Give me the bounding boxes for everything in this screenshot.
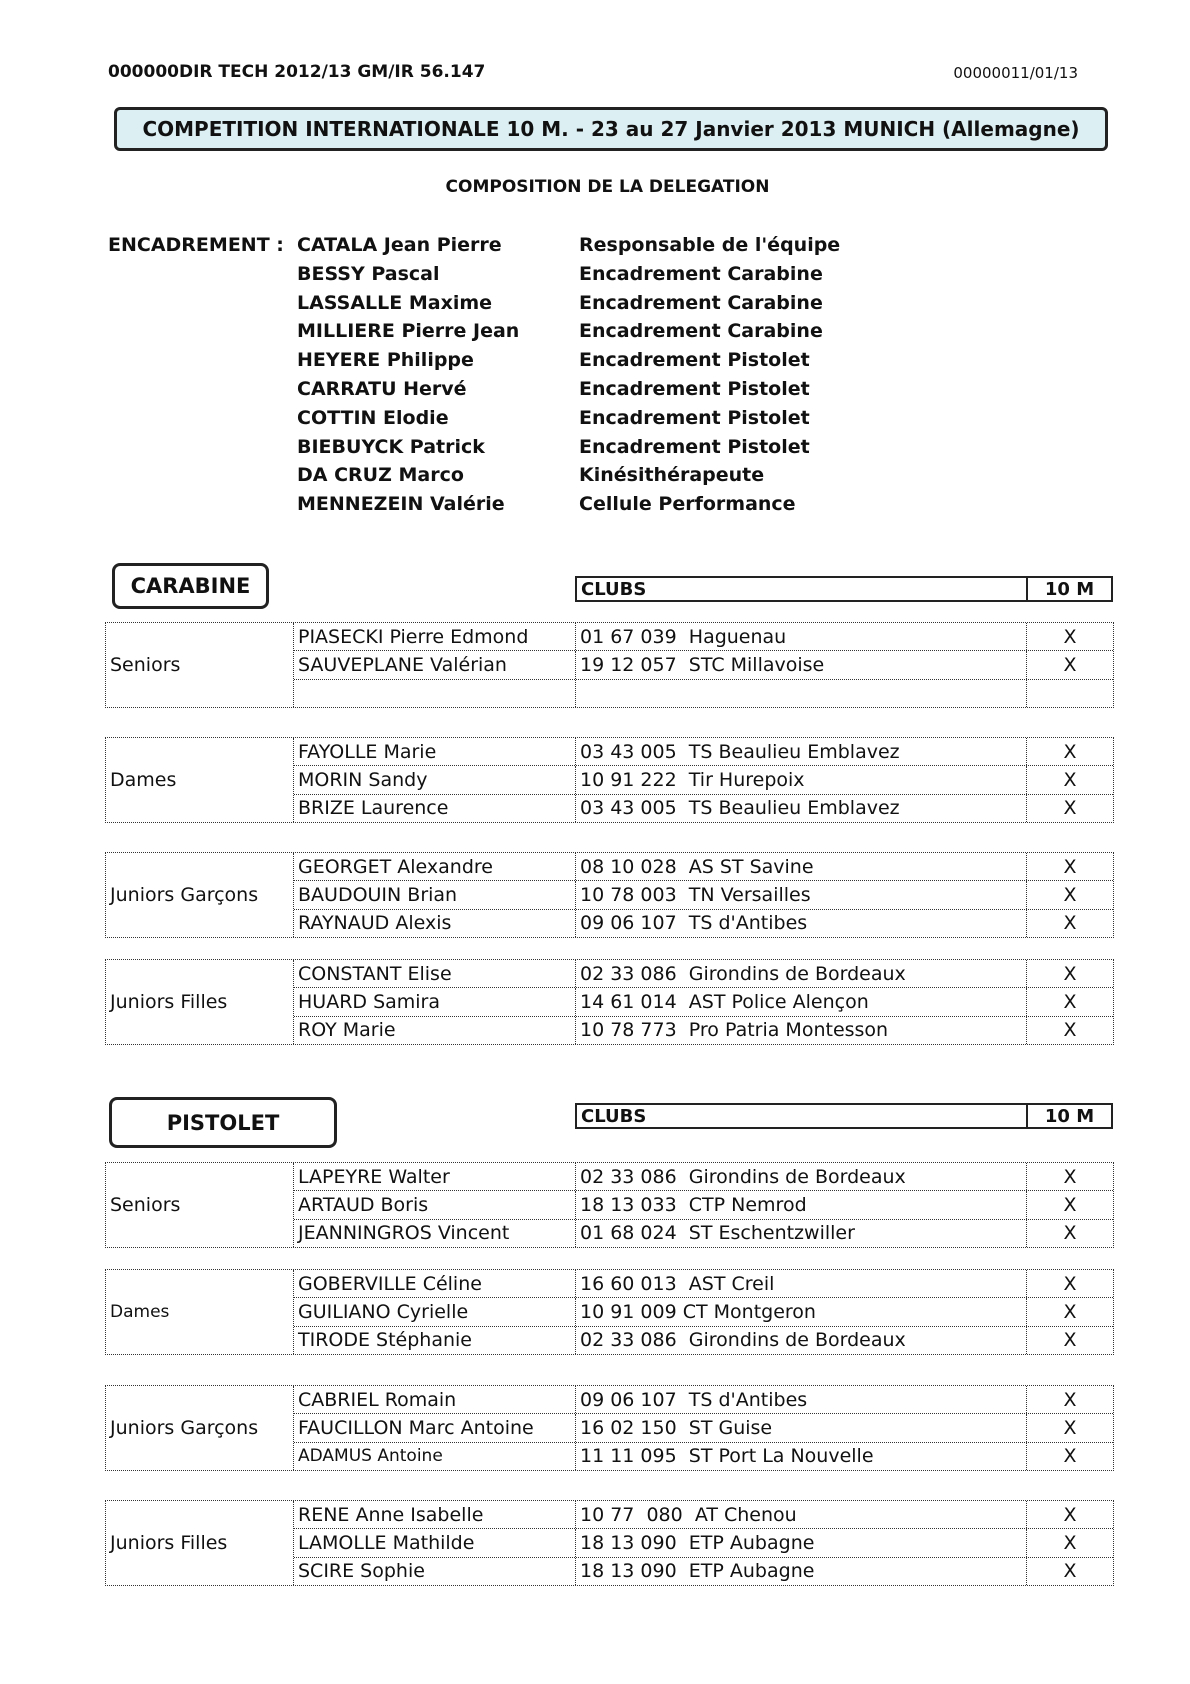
event-mark: X [1063, 962, 1077, 985]
athlete-name: BAUDOUIN Brian [294, 881, 576, 908]
staff-role: Encadrement Pistolet [579, 377, 810, 400]
table-row [294, 1220, 1113, 1247]
table-row [294, 623, 1113, 651]
carabine-group-dames [105, 737, 1114, 823]
competition-title-text: COMPETITION INTERNATIONALE 10 M. - 23 au 27 Janvier 2013 MUNICH (Allemagne) [142, 117, 1080, 141]
encadrement-row [297, 263, 840, 292]
table-row [294, 1163, 1113, 1191]
athlete-club: 02 33 086 Girondins de Bordeaux [576, 960, 1027, 987]
athlete-club: 02 33 086 Girondins de Bordeaux [576, 1327, 1027, 1354]
athlete-club: 10 78 773 Pro Patria Montesson [576, 1017, 1027, 1044]
document-reference: 000000DIR TECH 2012/13 GM/IR 56.147 [108, 62, 486, 82]
event-mark: X [1063, 1503, 1077, 1526]
category-label: Juniors Filles [106, 960, 294, 1044]
table-row [294, 1386, 1113, 1414]
category-label: Juniors Garçons [106, 1386, 294, 1470]
table-row [294, 651, 1113, 679]
table-row [294, 1414, 1113, 1442]
staff-name: DA CRUZ Marco [297, 464, 464, 487]
encadrement-list [297, 234, 840, 522]
athlete-club: 03 43 005 TS Beaulieu Emblavez [576, 795, 1027, 822]
staff-name: LASSALLE Maxime [297, 291, 493, 314]
category-label: Dames [106, 1270, 294, 1354]
encadrement-row [297, 320, 840, 349]
athlete-name: GUILIANO Cyrielle [294, 1298, 576, 1325]
staff-role: Encadrement Carabine [579, 291, 823, 314]
table-row [294, 738, 1113, 766]
event-mark: X [1063, 855, 1077, 878]
athlete-name: TIRODE Stéphanie [294, 1327, 576, 1354]
event-mark: X [1063, 768, 1077, 791]
category-label: Seniors [106, 1163, 294, 1247]
event-mark: X [1063, 1300, 1077, 1323]
table-row [294, 766, 1113, 794]
event-mark: X [1063, 1272, 1077, 1295]
clubs-column-header: CLUBS [577, 578, 1028, 600]
athlete-name: GOBERVILLE Céline [294, 1270, 576, 1297]
event-mark: X [1063, 740, 1077, 763]
table-row [294, 881, 1113, 909]
athlete-name: FAUCILLON Marc Antoine [294, 1414, 576, 1441]
carabine-section-label: CARABINE [112, 563, 269, 609]
event-mark: X [1063, 625, 1077, 648]
staff-role: Encadrement Pistolet [579, 435, 810, 458]
athlete-name: LAMOLLE Mathilde [294, 1529, 576, 1556]
category-label: Juniors Garçons [106, 853, 294, 937]
table-row [294, 988, 1113, 1016]
carabine-column-header [575, 576, 1113, 602]
athlete-name: BRIZE Laurence [294, 795, 576, 822]
athlete-club: 01 67 039 Haguenau [576, 623, 1027, 650]
staff-role: Kinésithérapeute [579, 464, 765, 487]
encadrement-row [297, 349, 840, 378]
staff-name: HEYERE Philippe [297, 349, 474, 372]
carabine-group-seniors [105, 622, 1114, 708]
event-mark: X [1063, 1388, 1077, 1411]
athlete-club: 03 43 005 TS Beaulieu Emblavez [576, 738, 1027, 765]
staff-name: CATALA Jean Pierre [297, 234, 502, 256]
encadrement-row [297, 493, 840, 522]
athlete-club: 10 91 009 CT Montgeron [576, 1298, 1027, 1325]
event-mark: X [1063, 797, 1077, 820]
table-row [294, 1501, 1113, 1529]
pistolet-group-juniors-filles [105, 1500, 1114, 1586]
event-mark: X [1063, 883, 1077, 906]
table-row [294, 680, 1113, 707]
athlete-name: JEANNINGROS Vincent [294, 1220, 576, 1247]
athlete-name: SAUVEPLANE Valérian [294, 651, 576, 678]
athlete-name: CABRIEL Romain [294, 1386, 576, 1413]
athlete-name: SCIRE Sophie [294, 1558, 576, 1585]
event-mark: X [1063, 912, 1077, 935]
staff-name: COTTIN Elodie [297, 406, 449, 429]
athlete-name: LAPEYRE Walter [294, 1163, 576, 1190]
athlete-club: 10 78 003 TN Versailles [576, 881, 1027, 908]
athlete-name: MORIN Sandy [294, 766, 576, 793]
table-row [294, 1327, 1113, 1354]
event-mark [1027, 680, 1113, 707]
event-mark: X [1063, 1222, 1077, 1245]
event-mark: X [1063, 1560, 1077, 1583]
athlete-club: 16 60 013 AST Creil [576, 1270, 1027, 1297]
staff-role: Encadrement Carabine [579, 262, 823, 285]
athlete-club: 09 06 107 TS d'Antibes [576, 1386, 1027, 1413]
athlete-club: 18 13 090 ETP Aubagne [576, 1558, 1027, 1585]
pistolet-section-label: PISTOLET [109, 1097, 337, 1148]
table-row [294, 960, 1113, 988]
encadrement-label: ENCADREMENT : [108, 234, 284, 256]
pistolet-group-juniors-garcons [105, 1385, 1114, 1471]
staff-role: Cellule Performance [579, 493, 796, 516]
table-row [294, 1298, 1113, 1326]
athlete-club: 08 10 028 AS ST Savine [576, 853, 1027, 880]
athlete-name: GEORGET Alexandre [294, 853, 576, 880]
encadrement-row [297, 407, 840, 436]
event-mark: X [1063, 1445, 1077, 1468]
table-row [294, 1270, 1113, 1298]
athlete-name: RENE Anne Isabelle [294, 1501, 576, 1528]
document-date: 00000011/01/13 [953, 64, 1078, 82]
event-column-header: 10 M [1044, 1106, 1095, 1127]
athlete-name: ROY Marie [294, 1017, 576, 1044]
table-row [294, 910, 1113, 937]
athlete-club: 18 13 033 CTP Nemrod [576, 1191, 1027, 1218]
encadrement-row [297, 234, 840, 263]
event-column-header: 10 M [1044, 579, 1095, 600]
athlete-name: RAYNAUD Alexis [294, 910, 576, 937]
table-row [294, 1191, 1113, 1219]
encadrement-row [297, 292, 840, 321]
competition-title [114, 107, 1108, 151]
category-label: Seniors [106, 623, 294, 707]
event-mark: X [1063, 1329, 1077, 1352]
athlete-name [294, 680, 576, 707]
staff-role: Encadrement Pistolet [579, 349, 810, 372]
athlete-name: ADAMUS Antoine [294, 1443, 576, 1470]
staff-name: CARRATU Hervé [297, 377, 467, 400]
event-mark: X [1063, 1416, 1077, 1439]
table-row [294, 1017, 1113, 1044]
athlete-club: 14 61 014 AST Police Alençon [576, 988, 1027, 1015]
clubs-column-header: CLUBS [577, 1105, 1028, 1127]
event-mark: X [1063, 1531, 1077, 1554]
athlete-name: PIASECKI Pierre Edmond [294, 623, 576, 650]
athlete-club [576, 680, 1027, 707]
table-row [294, 853, 1113, 881]
table-row [294, 1529, 1113, 1557]
table-row [294, 1443, 1113, 1470]
category-label: Dames [106, 738, 294, 822]
staff-name: BIEBUYCK Patrick [297, 435, 485, 458]
pistolet-column-header [575, 1103, 1113, 1129]
pistolet-group-dames [105, 1269, 1114, 1355]
staff-name: MILLIERE Pierre Jean [297, 320, 520, 343]
staff-name: BESSY Pascal [297, 262, 440, 285]
athlete-club: 01 68 024 ST Eschentzwiller [576, 1220, 1027, 1247]
category-label: Juniors Filles [106, 1501, 294, 1585]
staff-role: Responsable de l'équipe [579, 234, 841, 256]
table-row [294, 1558, 1113, 1585]
athlete-name: FAYOLLE Marie [294, 738, 576, 765]
staff-role: Encadrement Carabine [579, 320, 823, 343]
staff-role: Encadrement Pistolet [579, 406, 810, 429]
event-mark: X [1063, 990, 1077, 1013]
event-mark: X [1063, 653, 1077, 676]
athlete-name: HUARD Samira [294, 988, 576, 1015]
event-mark: X [1063, 1193, 1077, 1216]
pistolet-group-seniors [105, 1162, 1114, 1248]
athlete-club: 02 33 086 Girondins de Bordeaux [576, 1163, 1027, 1190]
event-mark: X [1063, 1019, 1077, 1042]
athlete-club: 10 91 222 Tir Hurepoix [576, 766, 1027, 793]
athlete-club: 16 02 150 ST Guise [576, 1414, 1027, 1441]
athlete-club: 19 12 057 STC Millavoise [576, 651, 1027, 678]
athlete-club: 09 06 107 TS d'Antibes [576, 910, 1027, 937]
encadrement-row [297, 436, 840, 465]
encadrement-row [297, 378, 840, 407]
delegation-subtitle: COMPOSITION DE LA DELEGATION [445, 177, 770, 197]
staff-name: MENNEZEIN Valérie [297, 493, 505, 516]
athlete-club: 10 77 080 AT Chenou [576, 1501, 1027, 1528]
carabine-group-juniors-filles [105, 959, 1114, 1045]
table-row [294, 795, 1113, 822]
athlete-name: CONSTANT Elise [294, 960, 576, 987]
encadrement-row [297, 464, 840, 493]
event-mark: X [1063, 1165, 1077, 1188]
carabine-group-juniors-garcons [105, 852, 1114, 938]
athlete-club: 11 11 095 ST Port La Nouvelle [576, 1443, 1027, 1470]
athlete-club: 18 13 090 ETP Aubagne [576, 1529, 1027, 1556]
athlete-name: ARTAUD Boris [294, 1191, 576, 1218]
